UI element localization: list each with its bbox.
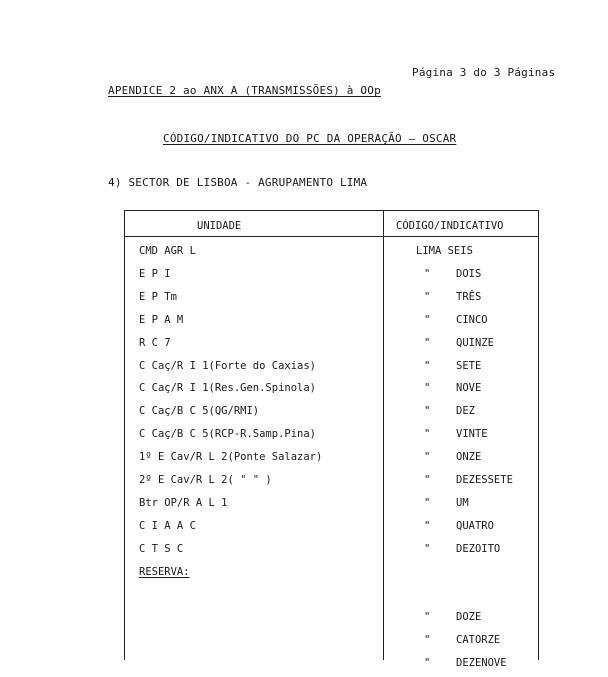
appendix-title: APENDICE 2 ao ANX A (TRANSMISSÕES) à OOp xyxy=(108,84,381,97)
unit-cell: E P A M xyxy=(139,313,184,326)
ditto-mark: " xyxy=(424,519,431,532)
ditto-mark: " xyxy=(424,359,431,372)
table-row xyxy=(125,245,538,265)
ditto-mark: " xyxy=(424,267,431,280)
ditto-mark: " xyxy=(424,611,431,624)
table-row xyxy=(125,337,538,357)
ditto-mark: " xyxy=(424,474,431,486)
table-row xyxy=(125,657,538,677)
code-cell: CINCO xyxy=(456,313,488,326)
ditto-mark: " xyxy=(424,451,431,464)
ditto-mark: " xyxy=(424,657,431,670)
ditto-mark: " xyxy=(424,428,431,441)
table-row xyxy=(125,291,538,311)
unit-cell: E P I xyxy=(139,267,171,280)
code-title: CÓDIGO/INDICATIVO DO PC DA OPERAÇÃO — OSCAR xyxy=(163,132,457,145)
table-row xyxy=(125,428,538,448)
unit-cell: C Caç/R I 1(Res.Gen.Spinola) xyxy=(139,382,317,395)
ditto-mark: " xyxy=(424,405,431,418)
ditto-mark: " xyxy=(424,382,431,395)
ditto-mark: " xyxy=(424,290,431,303)
table-row xyxy=(125,382,538,402)
table-row xyxy=(125,474,538,494)
unit-cell: C I A A C xyxy=(139,519,196,532)
unit-cell: C Caç/R I 1(Forte do Caxias) xyxy=(139,359,317,372)
unit-cell: R C 7 xyxy=(139,336,171,349)
code-cell: DOZE xyxy=(456,611,482,624)
unit-code-table xyxy=(124,210,539,670)
table-row xyxy=(125,314,538,334)
code-cell: DEZENOVE xyxy=(456,657,507,670)
table-row xyxy=(125,634,538,654)
code-cell: NOVE xyxy=(456,382,482,395)
unit-cell: Btr OP/R A L 1 xyxy=(139,496,228,509)
page-number: Página 3 do 3 Páginas xyxy=(412,66,556,79)
code-cell: ONZE xyxy=(456,451,482,464)
table-row xyxy=(125,268,538,288)
code-cell: UM xyxy=(456,496,469,509)
code-cell: SETE xyxy=(456,359,482,372)
code-cell: DEZ xyxy=(456,405,475,418)
code-cell: DEZESSETE xyxy=(456,474,513,486)
unit-cell: C Caç/B C 5(QG/RMI) xyxy=(139,405,260,418)
ditto-mark: " xyxy=(424,634,431,647)
unit-cell: 2º E Cav/R L 2( " " ) xyxy=(139,474,272,486)
unit-column-header: UNIDADE xyxy=(197,220,242,232)
code-cell: LIMA SEIS xyxy=(416,245,473,257)
code-cell: CATORZE xyxy=(456,634,501,647)
unit-cell: E P Tm xyxy=(139,290,177,303)
code-column-header: CÓDIGO/INDICATIVO xyxy=(396,220,504,232)
code-cell: VINTE xyxy=(456,428,488,441)
code-cell: DOIS xyxy=(456,267,482,280)
table-row xyxy=(125,360,538,380)
unit-cell: 1º E Cav/R L 2(Ponte Salazar) xyxy=(139,451,323,464)
unit-cell: C Caç/B C 5(RCP-R.Samp.Pina) xyxy=(139,428,317,441)
ditto-mark: " xyxy=(424,336,431,349)
ditto-mark: " xyxy=(424,496,431,509)
section-title: 4) SECTOR DE LISBOA - AGRUPAMENTO LIMA xyxy=(108,176,368,189)
ditto-mark: " xyxy=(424,542,431,555)
code-cell: TRÊS xyxy=(456,290,482,303)
table-row xyxy=(125,405,538,425)
code-cell: DEZOITO xyxy=(456,542,501,555)
table-row xyxy=(125,451,538,471)
table-row xyxy=(125,566,538,586)
table-row xyxy=(125,589,538,609)
header-divider xyxy=(125,236,538,237)
unit-cell: RESERVA: xyxy=(139,565,190,578)
code-cell: QUATRO xyxy=(456,519,494,532)
ditto-mark: " xyxy=(424,313,431,326)
code-cell: QUINZE xyxy=(456,336,494,349)
table-row xyxy=(125,497,538,517)
unit-cell: C T S C xyxy=(139,542,184,555)
table-row xyxy=(125,611,538,631)
table-row xyxy=(125,520,538,540)
unit-cell: CMD AGR L xyxy=(139,245,196,257)
table-row xyxy=(125,543,538,563)
